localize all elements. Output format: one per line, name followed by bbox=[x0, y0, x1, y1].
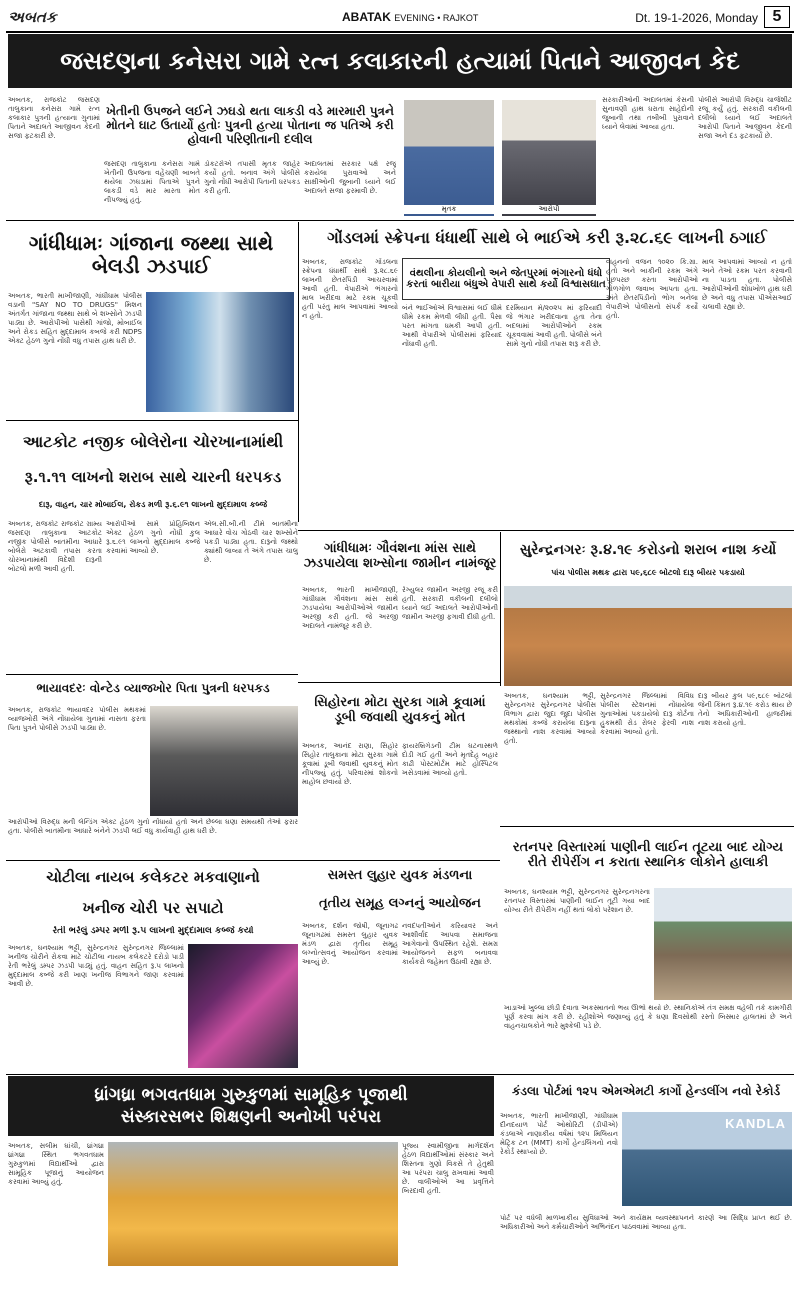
masthead-logo: અબતક bbox=[8, 8, 57, 26]
kandla-label: KANDLA bbox=[725, 1116, 786, 1131]
col-divider-1 bbox=[298, 222, 299, 522]
rule-s8 bbox=[6, 1074, 794, 1075]
s5-col1: અબતક, ભારતી માખીજાણી, ગાંધીધામ ગૌવંશના માંસ સાથે ઝડપાયેલા આરોપીઓએ જામીન અરજી કરી હતી. જે અરજી અદાલતે નામંજૂર કરી છે. bbox=[302, 586, 398, 630]
s7-body: આરોપીઓ વિરુદ્ધ મની લેન્ડિંગ એક્ટ હેઠળ ગુનો નોંધાયો હતો અને છેલ્લા ઘણા સમયથી તેઓ ફરાર હતા. પોલીસે બાતમીના આધારે બંનેને ઝડપી લઈ વધુ કાર્યવાહી હાથ ધરી છે. bbox=[8, 818, 298, 835]
s6-col3: દારૂ બીયર કુલ ૫૯,૬૮૯ બોટલો જેની કિંમત રૂ.૪.૧૯ કરોડ થાય છે તેનો અધિકારીઓની હાજરીમાં નાશ કરાયો હતો. bbox=[698, 692, 792, 727]
rule-s7 bbox=[6, 860, 500, 861]
rule-s4 bbox=[6, 674, 298, 675]
s8-col1: અબતક, આનંદ રાણા, સિહોર સિહોર તાલુકાના મોટા સુરકા ગામે કૂવામાં ડૂબી જવાથી યુવકનું મોત નીપજ્યું હતું. પરિવારમાં શોકનો માહોલ છવાયો છે. bbox=[302, 742, 398, 786]
s12-col2: પૂજ્ય સ્વામીજીના માર્ગદર્શન હેઠળ વિદ્યાર્થીઓમાં સંસ્કાર અને શિસ્તના ગુણો વિકસે તે હેતુથી આ પરંપરા ચાલુ રાખવામાં આવી છે. વાલીઓએ આ પ્રવૃત્તિને બિરદાવી હતી. bbox=[402, 1142, 494, 1195]
headline-s13: કંડલા પોર્ટમાં ૧૨૫ એમએમટી કાર્ગો હેન્ડલીંગ નવો રેકોર્ડ bbox=[511, 1084, 781, 1099]
s10-subhead: રેતી ભરેલું ડમ્પર મળી રૂ.૫ લાખનો મુદ્દામાલ કબ્જે કર્યો bbox=[52, 926, 254, 936]
s6-col2: સુરેન્દ્રનગર જિલ્લામાં વિવિધ પોલીસ સ્ટેશનમાં નોંધાયેલા ગુનાઓમાં પકડાયેલો દારૂ કોર્ટના હુકમથી રોડ રોલર ફેરવી નાશ કરવામાં આવ્યો હતો. bbox=[600, 692, 694, 736]
masthead-title: ABATAK EVENING • RAJKOT bbox=[342, 10, 479, 24]
s1-col2: જસદણ તાલુકાના કનેસરા ગામે ખેતીની ઉપજના વહેંચણી બાબતે થયેલા ઝઘડામાં પિતાએ પુત્રને લાકડી વડે માર મારતા મોત નીપજ્યું હતું. bbox=[104, 160, 200, 204]
headline-s9: રતનપર વિસ્તારમાં પાણીની લાઈન તૂટયા બાદ યોગ્ય રીતે રીપેરીંગ ન કરાતા સ્થાનિક લોકોને હાલાકી bbox=[512, 840, 784, 870]
s3-col3: દરમિયાન મે/૨૦૨૫ માં ફરિયાદી જે ભંગાર ખરીદવાના હતા તેના બદલામાં આરોપીઓને રકમ ચૂકવવામાં આવી હતી. પોલીસે બંને સામે ગુનો નોંધી તપાસ શરૂ કરી છે. bbox=[506, 304, 602, 348]
s1-col3: ડોકટરોએ તપાસી મૃતક જાહેર કર્યો હતો. બનાવ અંગે પોલીસે ગુનો નોંધી આરોપી પિતાની ધરપકડ કરી હતી. bbox=[204, 160, 300, 195]
s3-col2: બંને ભાઈઓએ વિશ્વાસમાં લઈ ધીમે ધીમે રકમ મેળવી લીધી હતી. પૈસા પરત માંગતા ધમકી આપી હતી. આથી વેપારીએ પોલીસમાં ફરિયાદ નોંધાવી હતી. bbox=[402, 304, 502, 348]
kandla-port-photo bbox=[622, 1112, 792, 1206]
headline-s1: જસદણના કનેસરા ગામે રત્ન કલાકારની હત્યામાં પિતાને આજીવન કેદ bbox=[8, 34, 792, 88]
s2-body: અબતક, ભારતી માખીજાણી, ગાંધીધામ પોલીસ વડાની "SAY NO TO DRUGS" મિશન અંતર્ગત ગાંજાના જથ્થા સાથે બે શખ્સોને ઝડપી પાડ્યા છે. આરોપીઓ પાસેથી ગાંજો, મોબાઈલ અને રોકડ સહિત મુદ્દામાલ કબજે કરી NDPS એક્ટ હેઠળ ગુનો નોંધી વધુ તપાસ હાથ ધરી છે. bbox=[8, 292, 142, 345]
headline-s7: ભાયાવદરઃ વોન્ટેડ વ્યાજખોર પિતા પુત્રની ધરપકડ bbox=[36, 681, 270, 696]
masthead-rule bbox=[6, 31, 794, 33]
headline-s12: ધ્રાંગધ્રા ભગવતધામ ગુરુકુળમાં સામૂહિક પૂજાથી સંસ્કારસભર શિક્ષણની અનોખી પરંપરા bbox=[8, 1076, 494, 1136]
rule-s3 bbox=[298, 530, 794, 531]
victim-caption: મૃતક bbox=[404, 205, 494, 214]
page-number: 5 bbox=[764, 6, 790, 28]
s4-col1: અબતક, રાજકોટ રાજકોટ ગ્રામ્ય જસદણ તાલુકાના આટકોટ નજીક પોલીસે બાતમીના આધારે બોલેરો અટકાવી તપાસ કરતા ચોરખાનામાંથી વિદેશી દારૂની બોટલો મળી આવી હતી. bbox=[8, 520, 102, 573]
headline-s2: ગાંધીધામઃ ગાંજાના જથ્થા સાથે બેલડી ઝડપાઈ bbox=[28, 231, 274, 278]
rule-s2 bbox=[6, 420, 298, 421]
accused-photo bbox=[502, 100, 596, 216]
liquor-destruction-photo bbox=[504, 586, 792, 686]
s1-col6: પોલીસે આરોપી વિરુદ્ધ ચાર્જશીટ રજૂ કર્યું હતું. સરકારી વકીલની દલીલો ધ્યાને લઈ અદાલતે આરોપી પિતાને આજીવન કેદની સજા અને દંડ ફટકાર્યો છે. bbox=[698, 96, 792, 140]
s9-lead: અબતક, ઘનશ્યામ ભટ્ટી, સુરેન્દ્રનગર સુરેન્દ્રનગરના રતનપર વિસ્તારમાં પાણીની લાઈન તૂટી ગયા બાદ યોગ્ય રીતે રીપેરીંગ નહીં થતાં લોકો પરેશાન છે. bbox=[504, 888, 650, 914]
s4-subhead: દારૂ, વાહન, ચાર મોબાઈલ, રોકડ મળી રૂ.૬.૯૧ લાખનો મુદ્દામાલ કબ્જે bbox=[38, 500, 268, 509]
dumper-truck-photo bbox=[188, 944, 298, 1068]
moneylenders-photo bbox=[150, 706, 298, 816]
headline-s4-line1: આટકોટ નજીક બોલેરોના ચોરખાનામાંથી bbox=[22, 431, 284, 451]
headline-s4-line2: રૂ.૧.૧૧ લાખનો શરાબ સાથે ચારની ધરપકડ bbox=[24, 468, 282, 487]
s8-col2: ફાયરબ્રિગેડની ટીમ ઘટનાસ્થળે દોડી ગઈ હતી અને મૃતદેહ બહાર કાઢી પોસ્ટમોર્ટમ માટે હોસ્પિટલ ખસેડવામાં આવ્યો હતો. bbox=[402, 742, 498, 777]
headline-s3: ગોંડલમાં સ્ક્રેપના ધંધાર્થી સાથે બે ભાઈએ કરી રૂ.૨૮.૬૯ લાખની ઠગાઈ bbox=[327, 227, 767, 247]
headline-s10-line1: ચોટીલા નાયબ કલેકટર મકવાણાનો bbox=[46, 868, 260, 887]
s11-col2: નવદંપતીઓને કરિયાવર અને આશીર્વાદ આપવા સમાજના આગેવાનો ઉપસ્થિત રહેશે. સમગ્ર આયોજનને સફળ બનાવવા કાર્યકરો જહેમત ઉઠાવી રહ્યા છે. bbox=[402, 922, 498, 966]
s3-col5: માલ આપવામાં આવ્યો ન હતો અને તેઓ રકમ પરત કરવાની ના પાડતા હતા. પોલીસે આરોપીઓની શોધખોળ હાથ ધરી છે અને વધુ તપાસ પીએસઆઈ ચલાવી રહ્યા છે. bbox=[702, 258, 792, 311]
s13-body: પોર્ટ પર વધેલી માળખાકીય સુવિધાઓ અને કાર્યક્ષમ વ્યવસ્થાપનને કારણે આ સિદ્ધિ પ્રાપ્ત થઈ છે. અધિકારીઓ અને કર્મચારીઓને અભિનંદન પાઠવવામાં આવ્યા હતા. bbox=[500, 1214, 792, 1231]
headline-s6: સુરેન્દ્રનગરઃ રૂ.૪.૧૯ કરોડનો શરાબ નાશ કર્યો bbox=[519, 541, 777, 558]
s5-col2: રેગ્યુલર જામીન અરજી રજૂ કરી હતી. સરકારી વકીલની દલીલો ધ્યાને લઈ અદાલતે આરોપીઓની જામીન અરજી ફગાવી દીધી હતી. bbox=[402, 586, 498, 621]
s12-col1: અબતક, સલીમ ઘાંચી, ધ્રાંગધ્રા ધ્રાંગધ્રા સ્થિત ભગવતધામ ગુરુકુળમાં વિદ્યાર્થીઓ દ્વારા સામૂહિક પૂજાનું આયોજન કરવામાં આવ્યું હતું. bbox=[8, 1142, 104, 1186]
s4-col3: એલ.સી.બી.ની ટીમે બાતમીના આધારે વોચ ગોઠવી ચાર શખ્સોને પકડી પાડ્યા હતા. દારૂનો જથ્થો ક્યાંથી લાવ્યા તે અંગે તપાસ ચાલુ છે. bbox=[204, 520, 298, 564]
s3-subhead: વંથલીના કોયલીનો અને જેતપુરમાં ભંગારનો ધંધો કરતાં બારીયા બંધુએ વેપારી સાથે કર્યો વિશ્વાસઘાત bbox=[402, 258, 610, 300]
gurukul-pooja-photo bbox=[108, 1142, 398, 1266]
s1-subhead: ખેતીની ઉપજને લઈને ઝઘડો થતા લાકડી વડે મારમારી પુત્રને મોતને ઘાટ ઉતાર્યો હતોઃ પુત્રની હત્યા પોતાના જ પતિએ કરી હોવાની પરિણીતાની દલીલ bbox=[106, 104, 394, 146]
headline-s8: સિહોરના મોટા સુરકા ગામે કૂવામાં ડૂબી જવાથી યુવકનું મોત bbox=[314, 695, 486, 725]
headline-s11-line2: તૃતીય સમૂહ લગ્નનું આયોજન bbox=[319, 895, 481, 911]
s6-subhead: પાંચ પોલીસ મથક દ્વારા ૫૯,૬૮૯ બોટલો દારૂ બીયર પકડાયો bbox=[551, 568, 745, 577]
rule-s5 bbox=[298, 682, 500, 683]
s9-body: ખાડાઓ ખુલ્લા છોડી દેવાતા અકસ્માતનો ભય ઊભો થયો છે. સ્થાનિકોએ તંત્ર સમક્ષ વહેલી તકે કામગીરી પૂર્ણ કરવા માંગ કરી છે. રહીશોએ જણાવ્યું હતું કે ઘણા દિવસોથી રસ્તો બિસ્માર હાલતમાં છે અને વાહનચાલકોને ભારે મુશ્કેલી પડે છે. bbox=[504, 1004, 792, 1030]
headline-s5: ગાંધીધામઃ ગૌવંશના માંસ સાથે ઝડપાયેલા શખ્સોના જામીન નામંજૂર bbox=[303, 541, 497, 571]
s10-body: અબતક, ઘનશ્યામ ભટ્ટી, સુરેન્દ્રનગર સુરેન્દ્રનગર જિલ્લામાં ખનીજ ચોરીને રોકવા માટે ચોટીલા નાયબ કલેકટરે દરોડો પાડી રેતી ભરેલું ડમ્પર ઝડપી પાડ્યું હતું. વાહન સહિત રૂ.૫ લાખનો મુદ્દામાલ કબ્જે કરી ખાણ ખનીજ વિભાગને જાણ કરવામાં આવી છે. bbox=[8, 944, 184, 988]
headline-s10-line2: ખનીજ ચોરી પર સપાટો bbox=[82, 899, 224, 918]
victim-photo bbox=[404, 100, 494, 216]
broken-pipeline-photo bbox=[654, 888, 792, 1000]
s13-lead: અબતક, ભારતી માખીજાણી, ગાંધીધામ દીનદયાળ પોર્ટ ઓથોરિટી (ડીપીએ) કંડલાએ નાણાકીય વર્ષમાં ૧૨૫ મિલિયન મેટ્રિક ટન (MMT) કાર્ગો હેન્ડલિંગનો નવો રેકોર્ડ સ્થાપ્યો છે. bbox=[500, 1112, 618, 1156]
s7-lead: અબતક, રાજકોટ ભાયાવદર પોલીસ મથકમાં વ્યાજખોરી અંગે નોંધાયેલા ગુનામાં નાસતા ફરતા પિતા પુત્રને પોલીસે ઝડપી પાડ્યા છે. bbox=[8, 706, 146, 732]
rule-s1 bbox=[6, 220, 794, 221]
s6-col1: અબતક, ઘનશ્યામ ભટ્ટી, સુરેન્દ્રનગર સુરેન્દ્રનગર પોલીસ વિભાગ દ્વારા જુદા જુદા પોલીસ મથકોમાં કબ્જે કરાયેલા દારૂના જથ્થાનો નાશ કરવામાં આવ્યો હતો. bbox=[504, 692, 596, 745]
accused-caption: આરોપી bbox=[502, 205, 596, 214]
s4-col2: આરોપીઓ સામે પ્રોહિબિશન એક્ટ હેઠળ ગુનો નોંધી કુલ રૂ.૬.૯૧ લાખનો મુદ્દામાલ કબ્જે કરવામાં આવ્યો છે. bbox=[106, 520, 200, 555]
rule-s6 bbox=[500, 826, 794, 827]
headline-s11-line1: સમસ્ત લુહાર યુવક મંડળના bbox=[327, 867, 473, 883]
masthead-date: Dt. 19-1-2026, Monday bbox=[635, 11, 758, 25]
s1-col5: સરકારીઓની અદાલતમાં કેસની સુનાવણી હાથ ધરાતા સાહેદોની જુબાની તથા તબીબી પુરાવાને ધ્યાને લેવામાં આવ્યા હતા. bbox=[602, 96, 694, 131]
s1-col1: અબતક, રાજકોટ જસદણ તાલુકાના કનેસરા ગામે રત્ન કલાકાર પુત્રની હત્યાના ગુનામાં પિતાને અદાલતે આજીવન કેદની સજા ફટકારી છે. bbox=[8, 96, 100, 140]
col-divider-2 bbox=[500, 532, 501, 686]
s11-col1: અબતક, દર્શન જોષી, જૂનાગઢ જૂનાગઢમાં સમસ્ત લુહાર યુવક મંડળ દ્વારા તૃતીય સમૂહ લગ્નોત્સવનું આયોજન કરવામાં આવ્યું છે. bbox=[302, 922, 398, 966]
s3-col4: વાહનનો વજન ૧૦૨૦ કિ.ગ્રા. હતો અને બાકીની રકમ અંગે પૂછપરછ કરતા આરોપીઓ ગોળગોળ જવાબ આપતા હતા. અંતે છેતરપિંડીનો ભોગ બનેલા વેપારીએ પોલીસનો સંપર્ક કર્યો હતો. bbox=[606, 258, 698, 320]
s1-col4: અદાલતમાં સરકાર પક્ષે રજૂ કરાયેલા પુરાવાઓ અને સાક્ષીઓની જુબાની ધ્યાને લઈ અદાલતે સજા ફરમાવી છે. bbox=[304, 160, 396, 195]
ganja-arrest-photo bbox=[146, 292, 294, 412]
s3-col1: અબતક, રાજકોટ ગોંડલના સ્ક્રેપના ધંધાર્થી સાથે રૂ.૨૮.૬૯ લાખની છેતરપિંડી આચરવામાં આવી હતી. વેપારીએ ભંગારનો માલ ખરીદવા માટે રકમ ચૂકવી હતી પરંતુ માલ આપવામાં આવ્યો ન હતો. bbox=[302, 258, 398, 320]
